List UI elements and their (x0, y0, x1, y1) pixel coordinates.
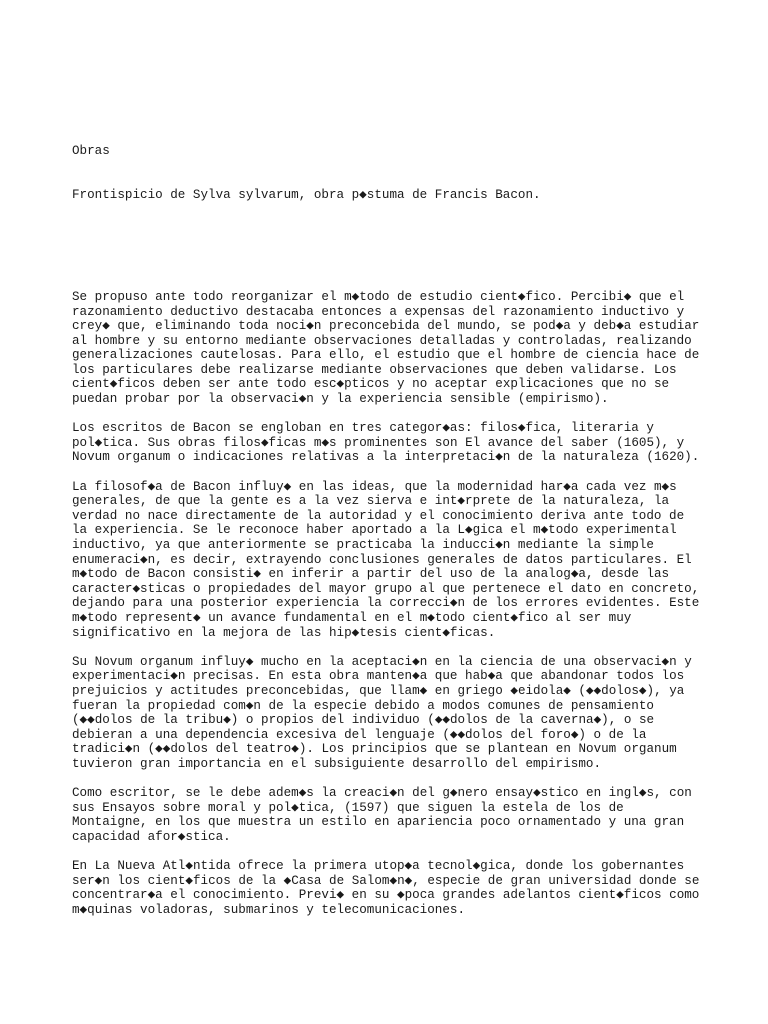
paragraph (72, 421, 712, 465)
paragraph (72, 655, 712, 772)
paragraph-line: caracter◆sticas o propiedades del mayor grupo al que pertenece el dato en concreto, (72, 581, 700, 596)
paragraph-line: m◆todo represent◆ un avance fundamental en el m◆todo cient◆fico al ser muy (72, 610, 632, 625)
paragraph-line: los particulares debe realizarse mediante observaciones que deben validarse. Los (72, 362, 677, 377)
paragraph-line: al hombre y su entorno mediante observaciones detalladas y controladas, realizando (72, 333, 692, 348)
paragraph-line: Como escritor, se le debe adem◆s la creaci◆n del g◆nero ensay◆stico en ingl◆s, con (72, 786, 692, 801)
paragraph-line: inductivo, ya que anteriormente se practicaba la inducci◆n mediante la simple (72, 538, 654, 552)
paragraph-line: significativo en la mejora de las hip◆tesis cient◆ficas. (72, 625, 496, 640)
paragraph-line: sus Ensayos sobre moral y pol◆tica, (1597) que siguen la estela de los de (72, 800, 624, 815)
paragraph-line: ser◆n los cient◆ficos de la ◆Casa de Salom◆n◆, especie de gran universidad donde se (72, 873, 700, 888)
image-caption: Frontispicio de Sylva sylvarum, obra p◆stuma de Francis Bacon. (72, 187, 541, 202)
paragraph (72, 859, 712, 917)
paragraph-line: la experiencia. Se le reconoce haber aportado a la L◆gica el m◆todo experimental (72, 523, 677, 538)
document-header (72, 115, 712, 232)
paragraph-line: puedan probar por la observaci◆n y la experiencia sensible (empirismo). (72, 392, 609, 407)
paragraph-line: dejando para una posterior experiencia la correcci◆n de los errores evidentes. Este (72, 596, 700, 611)
paragraph-line: En La Nueva Atl◆ntida ofrece la primera utop◆a tecnol◆gica, donde los gobernantes (72, 859, 685, 874)
paragraph-line: cient◆ficos deben ser ante todo esc◆pticos y no aceptar explicaciones que no se (72, 377, 670, 392)
section-title: Obras (72, 143, 110, 158)
paragraph-line: enumeraci◆n, es decir, extrayendo conclusiones generales de datos particulares. El (72, 552, 692, 567)
paragraph-line: razonamiento deductivo destacaba entonces a expensas del razonamiento inductivo y (72, 304, 685, 319)
paragraph-line: fueran la propiedad com◆n de la especie debido a modos comunes de pensamiento (72, 698, 654, 713)
paragraph-line: La filosof◆a de Bacon influy◆ en las ideas, que la modernidad har◆a cada vez m◆s (72, 479, 677, 494)
paragraph-line: crey◆ que, eliminando toda noci◆n preconcebida del mundo, se pod◆a y deb◆a estudiar (72, 319, 700, 334)
paragraph-line: concentrar◆a el conocimiento. Previ◆ en su ◆poca grandes adelantos cient◆ficos como (72, 888, 700, 903)
paragraph-line: Su Novum organum influy◆ mucho en la aceptaci◆n en la ciencia de una observaci◆n y (72, 654, 692, 669)
paragraph-line: experimentaci◆n precisas. En esta obra manten◆a que hab◆a que abandonar todos los (72, 669, 685, 684)
paragraph-line: tradici◆n (◆◆dolos del teatro◆). Los principios que se plantean en Novum organum (72, 742, 677, 757)
paragraph-line: m◆quinas voladoras, submarinos y telecomunicaciones. (72, 902, 466, 917)
paragraph-line: Se propuso ante todo reorganizar el m◆todo de estudio cient◆fico. Percibi◆ que el (72, 289, 685, 304)
paragraph (72, 290, 712, 407)
paragraph-line: tuvieron gran importancia en el subsiguiente desarrollo del empirismo. (72, 756, 602, 771)
paragraph-line: debieran a una dependencia excesiva del lenguaje (◆◆dolos del foro◆) o de la (72, 727, 647, 742)
paragraph-line: Novum organum o indicaciones relativas a la interpretaci◆n de la naturaleza (1620). (72, 450, 700, 465)
paragraph-line: Los escritos de Bacon se engloban en tres categor◆as: filos◆fica, literaria y (72, 421, 654, 436)
paragraphs-container (72, 290, 712, 918)
paragraph-line: m◆todo de Bacon consisti◆ en inferir a partir del uso de la analog◆a, desde las (72, 567, 670, 582)
paragraph-line: prejuicios y actitudes preconcebidas, que llam◆ en griego ◆eidola◆ (◆◆dolos◆), ya (72, 683, 685, 698)
paragraph-line: verdad no nace directamente de la autoridad y el conocimiento deriva ante todo de (72, 508, 685, 523)
paragraph-line: capacidad afor◆stica. (72, 829, 231, 844)
paragraph-line: (◆◆dolos de la tribu◆) o propios del individuo (◆◆dolos de la caverna◆), o se (72, 713, 655, 728)
paragraph-line: Montaigne, en los que muestra un estilo en apariencia poco ornamentado y una gran (72, 815, 685, 830)
paragraph-line: pol◆tica. Sus obras filos◆ficas m◆s prominentes son El avance del saber (1605), y (72, 435, 685, 450)
paragraph (72, 786, 712, 844)
paragraph-line: generales, de que la gente es a la vez sierva e int◆rprete de la naturaleza, la (72, 494, 670, 509)
paragraph (72, 480, 712, 641)
paragraph-line: generalizaciones cautelosas. Para ello, el estudio que el hombre de ciencia hace de (72, 348, 700, 363)
document-body (72, 71, 712, 976)
